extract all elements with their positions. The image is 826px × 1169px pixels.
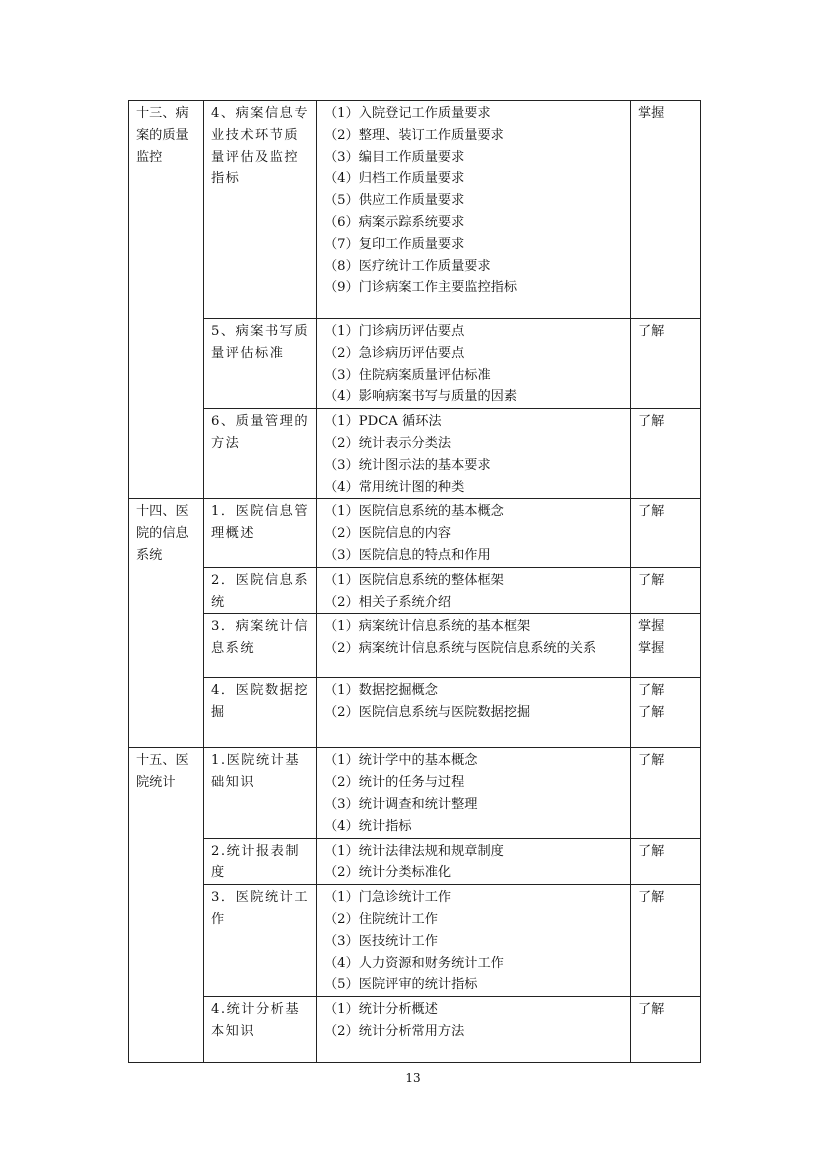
content-item: （1）医院信息系统的整体框架 — [324, 572, 504, 588]
content-item: （1）数据挖掘概念 — [324, 683, 438, 699]
content-item: （9）门诊病案工作主要监控指标 — [324, 280, 518, 296]
content-item: （4）人力资源和财务统计工作 — [324, 955, 504, 971]
content-item: （1）门急诊统计工作 — [324, 890, 452, 906]
subtopic-title: 2．医院信息系统 — [204, 567, 317, 614]
table-row — [129, 614, 701, 678]
content-item: （3）医院信息的特点和作用 — [324, 547, 491, 563]
subtopic-title: 3．病案统计信息系统 — [204, 614, 317, 678]
unit-title: 十三、病案的质量监控 — [129, 101, 204, 499]
requirement-level: 了解 — [631, 319, 701, 409]
content-items — [317, 838, 631, 885]
content-item: （2）统计表示分类法 — [324, 435, 452, 451]
table-row — [129, 678, 701, 748]
content-item: （4）归档工作质量要求 — [324, 171, 465, 187]
subtopic-title: 1．医院信息管理概述 — [204, 499, 317, 567]
content-item: （2）病案统计信息系统与医院信息系统的关系 — [324, 641, 597, 657]
content-item: （2）急诊病历评估要点 — [324, 345, 465, 361]
content-item: （2）医院信息的内容 — [324, 526, 452, 542]
content-item: （4）常用统计图的种类 — [324, 479, 465, 495]
content-item: （2）整理、装订工作质量要求 — [324, 127, 504, 143]
table-row — [129, 319, 701, 409]
table-row — [129, 885, 701, 997]
unit-title: 十四、医院的信息系统 — [129, 499, 204, 748]
subtopic-title: 4、病案信息专业技术环节质量评估及监控指标 — [204, 101, 317, 319]
content-item: （2）统计分析常用方法 — [324, 1023, 465, 1039]
content-item: （8）医疗统计工作质量要求 — [324, 258, 491, 274]
subtopic-title: 4．医院数据挖掘 — [204, 678, 317, 748]
content-item: （2）医院信息系统与医院数据挖掘 — [324, 705, 531, 721]
requirement-level: 了解 — [631, 567, 701, 614]
content-item: （1）统计学中的基本概念 — [324, 753, 478, 769]
requirement-level: 了解 — [631, 748, 701, 838]
content-item: （2）住院统计工作 — [324, 911, 438, 927]
requirement-level: 掌握 — [638, 619, 665, 635]
content-items — [317, 678, 631, 748]
content-item: （1）PDCA 循环法 — [324, 414, 442, 430]
content-items — [317, 885, 631, 997]
content-item: （4）影响病案书写与质量的因素 — [324, 389, 518, 405]
content-item: （7）复印工作质量要求 — [324, 236, 465, 252]
content-item: （1）医院信息系统的基本概念 — [324, 504, 504, 520]
table-row — [129, 567, 701, 614]
requirement-level: 了解 — [638, 683, 665, 699]
table-row — [129, 748, 701, 838]
content-item: （3）统计调查和统计整理 — [324, 796, 478, 812]
subtopic-title: 5、病案书写质量评估标准 — [204, 319, 317, 409]
content-item: （1）门诊病历评估要点 — [324, 324, 465, 339]
requirement-level: 了解 — [631, 885, 701, 997]
content-item: （2）统计分类标准化 — [324, 865, 452, 881]
content-item: （1）统计法律法规和规章制度 — [324, 843, 504, 859]
subtopic-title: 3．医院统计工作 — [204, 885, 317, 997]
content-item: （2）统计的任务与过程 — [324, 775, 465, 791]
table-row — [129, 997, 701, 1063]
content-item: （1）入院登记工作质量要求 — [324, 106, 491, 121]
unit-title: 十五、医院统计 — [129, 748, 204, 1063]
content-item: （6）病案示踪系统要求 — [324, 214, 465, 230]
content-item: （3）住院病案质量评估标准 — [324, 367, 491, 383]
content-item: （3）医技统计工作 — [324, 933, 438, 949]
table-row — [129, 101, 701, 319]
requirement-levels — [631, 678, 701, 748]
content-items — [317, 319, 631, 409]
content-item: （1）病案统计信息系统的基本框架 — [324, 619, 531, 635]
page-number: 13 — [405, 1071, 421, 1085]
requirement-level: 掌握 — [631, 101, 701, 319]
content-items — [317, 997, 631, 1063]
table-row — [129, 499, 701, 567]
table-row — [129, 838, 701, 885]
requirement-level: 了解 — [631, 838, 701, 885]
content-item: （5）供应工作质量要求 — [324, 193, 465, 209]
content-item: （1）统计分析概述 — [324, 1002, 438, 1018]
content-item: （2）相关子系统介绍 — [324, 594, 452, 610]
content-item: （4）统计指标 — [324, 818, 412, 834]
content-item: （5）医院评审的统计指标 — [324, 977, 478, 993]
content-items — [317, 101, 631, 319]
syllabus-table — [128, 100, 701, 1063]
requirement-level: 了解 — [631, 997, 701, 1063]
subtopic-title: 1.医院统计基础知识 — [204, 748, 317, 838]
content-items — [317, 499, 631, 567]
table-row — [129, 409, 701, 499]
requirement-level: 了解 — [631, 409, 701, 499]
requirement-levels — [631, 614, 701, 678]
content-item: （3）编目工作质量要求 — [324, 149, 465, 165]
content-items — [317, 748, 631, 838]
requirement-level: 了解 — [631, 499, 701, 567]
content-items — [317, 409, 631, 499]
subtopic-title: 4.统计分析基本知识 — [204, 997, 317, 1063]
subtopic-title: 2.统计报表制度 — [204, 838, 317, 885]
content-items — [317, 614, 631, 678]
content-item: （3）统计图示法的基本要求 — [324, 457, 491, 473]
subtopic-title: 6、质量管理的方法 — [204, 409, 317, 499]
content-items — [317, 567, 631, 614]
requirement-level: 了解 — [638, 705, 665, 721]
requirement-level: 掌握 — [638, 641, 665, 657]
